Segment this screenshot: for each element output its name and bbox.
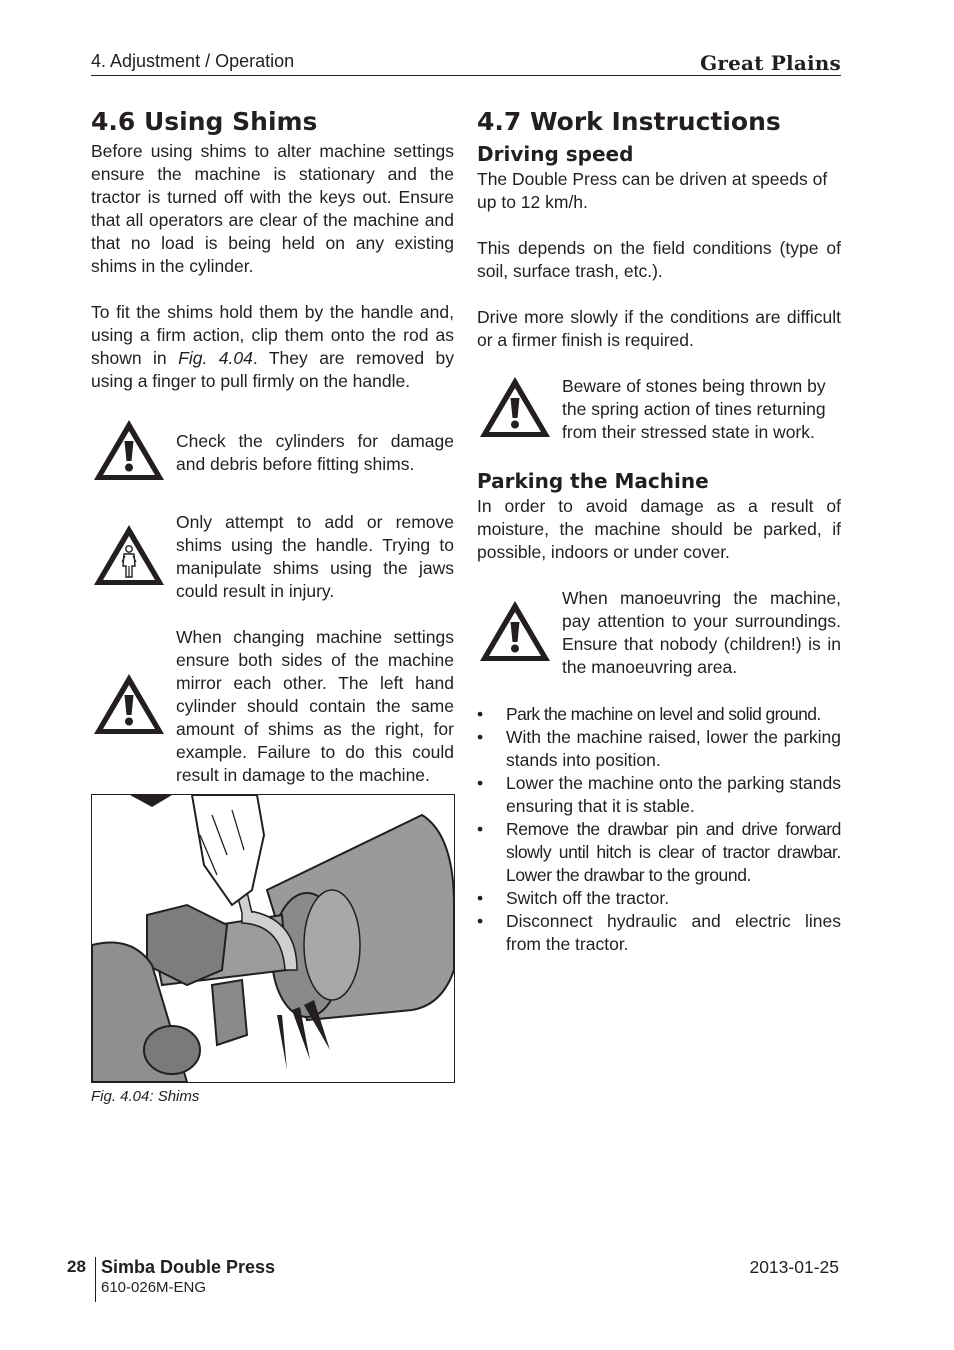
- warning-handle: [91, 511, 454, 603]
- driving-speed-paragraph: The Double Press can be driven at speeds of up to 12 km/h.: [477, 169, 828, 212]
- header-divider: [91, 75, 841, 76]
- warning-triangle-icon: [91, 417, 176, 488]
- warning-cylinders-text: Check the cylinders for damage and debris before fitting shims.: [176, 430, 454, 474]
- warning-handle-text: Only attempt to add or remove shims using the handle. Trying to manipulate shims using the jaws could result in injury.: [176, 512, 454, 601]
- bullet-icon: •: [477, 888, 484, 908]
- list-item: [477, 726, 841, 772]
- bullet-icon: •: [477, 773, 484, 793]
- shims-fitting-text-a: To fit the shims hold them by the handle and, using a firm action, clip them onto the rod as shown in: [91, 302, 454, 368]
- list-item-text: Remove the drawbar pin and drive forward slowly until hitch is clear of tractor drawbar. Lower the drawbar to the ground.: [506, 819, 841, 885]
- field-conditions-paragraph: This depends on the field conditions (type of soil, surface trash, etc.).: [477, 238, 841, 281]
- parking-paragraph: In order to avoid damage as a result of moisture, the machine should be parked, if possible, indoors or under cover.: [477, 496, 841, 562]
- list-item: [477, 887, 841, 910]
- list-item-text: Lower the machine onto the parking stands ensuring that it is stable.: [506, 773, 841, 816]
- list-item-text: With the machine raised, lower the parking stands into position.: [506, 727, 841, 770]
- list-item-text: Disconnect hydraulic and electric lines from the tractor.: [506, 911, 841, 954]
- page-number: 28: [67, 1257, 86, 1276]
- bullet-icon: •: [477, 911, 484, 931]
- subheading-driving-speed: Driving speed: [477, 142, 634, 166]
- footer-date: 2013-01-25: [749, 1257, 839, 1277]
- shims-intro-paragraph: Before using shims to alter machine settings ensure the machine is stationary and the tractor is turned off with the keys out. Ensure that all operators are clear of the machine and that no load is being held on any existing shims in the cylinder.: [91, 141, 454, 276]
- header-section-title: 4. Adjustment / Operation: [91, 51, 295, 71]
- list-item-text: Park the machine on level and solid ground.: [506, 704, 821, 724]
- list-item: [477, 703, 841, 726]
- footer-product-name: Simba Double Press: [101, 1257, 276, 1277]
- section-title-using-shims: 4.6 Using Shims: [91, 107, 318, 136]
- warning-settings-text: When changing machine settings ensure both sides of the machine mirror each other. The left hand cylinder should contain the same amount of shims as the right, for example. Failure to do this could result in damage to the machine.: [176, 627, 454, 785]
- warning-settings: [91, 626, 454, 787]
- warning-triangle-icon: [477, 598, 562, 669]
- shims-fitting-text-b: . They are removed by using a finger to pull firmly on the handle.: [91, 348, 454, 391]
- warning-manoeuvring-text: When manoeuvring the machine, pay attention to your surroundings. Ensure that nobody (children!) is in the manoeuvring area.: [562, 588, 841, 677]
- list-item-text: Switch off the tractor.: [506, 888, 670, 908]
- footer-divider: [95, 1257, 96, 1302]
- list-item: [477, 772, 841, 818]
- figure-caption: Fig. 4.04: Shims: [91, 1088, 200, 1105]
- subheading-parking: Parking the Machine: [477, 469, 709, 493]
- drive-slowly-paragraph: Drive more slowly if the conditions are difficult or a firmer finish is required.: [477, 307, 841, 350]
- parking-steps-list: [477, 703, 841, 956]
- section-title-work-instructions: 4.7 Work Instructions: [477, 107, 781, 136]
- warning-triangle-icon: [91, 671, 176, 742]
- shims-fitting-paragraph: [91, 301, 454, 393]
- warning-stones: [477, 374, 841, 445]
- brand-logo: Great Plains: [700, 51, 841, 75]
- warning-manoeuvring: [477, 587, 841, 679]
- warning-cylinders: [91, 417, 454, 488]
- bullet-icon: •: [477, 704, 484, 724]
- list-item: [477, 818, 841, 887]
- bullet-icon: •: [477, 819, 484, 839]
- warning-stones-text: Beware of stones being thrown by the spring action of tines returning from their stressed state in work.: [562, 376, 826, 442]
- figure-reference: Fig. 4.04: [178, 348, 253, 368]
- right-column: [477, 104, 841, 956]
- figure-shims-illustration: [91, 794, 455, 1083]
- footer-document-code: 610-026M-ENG: [101, 1279, 207, 1296]
- protective-gear-warning-icon: [91, 522, 176, 593]
- warning-triangle-icon: [477, 374, 562, 445]
- bullet-icon: •: [477, 727, 484, 747]
- list-item: [477, 910, 841, 956]
- left-column: [91, 104, 454, 787]
